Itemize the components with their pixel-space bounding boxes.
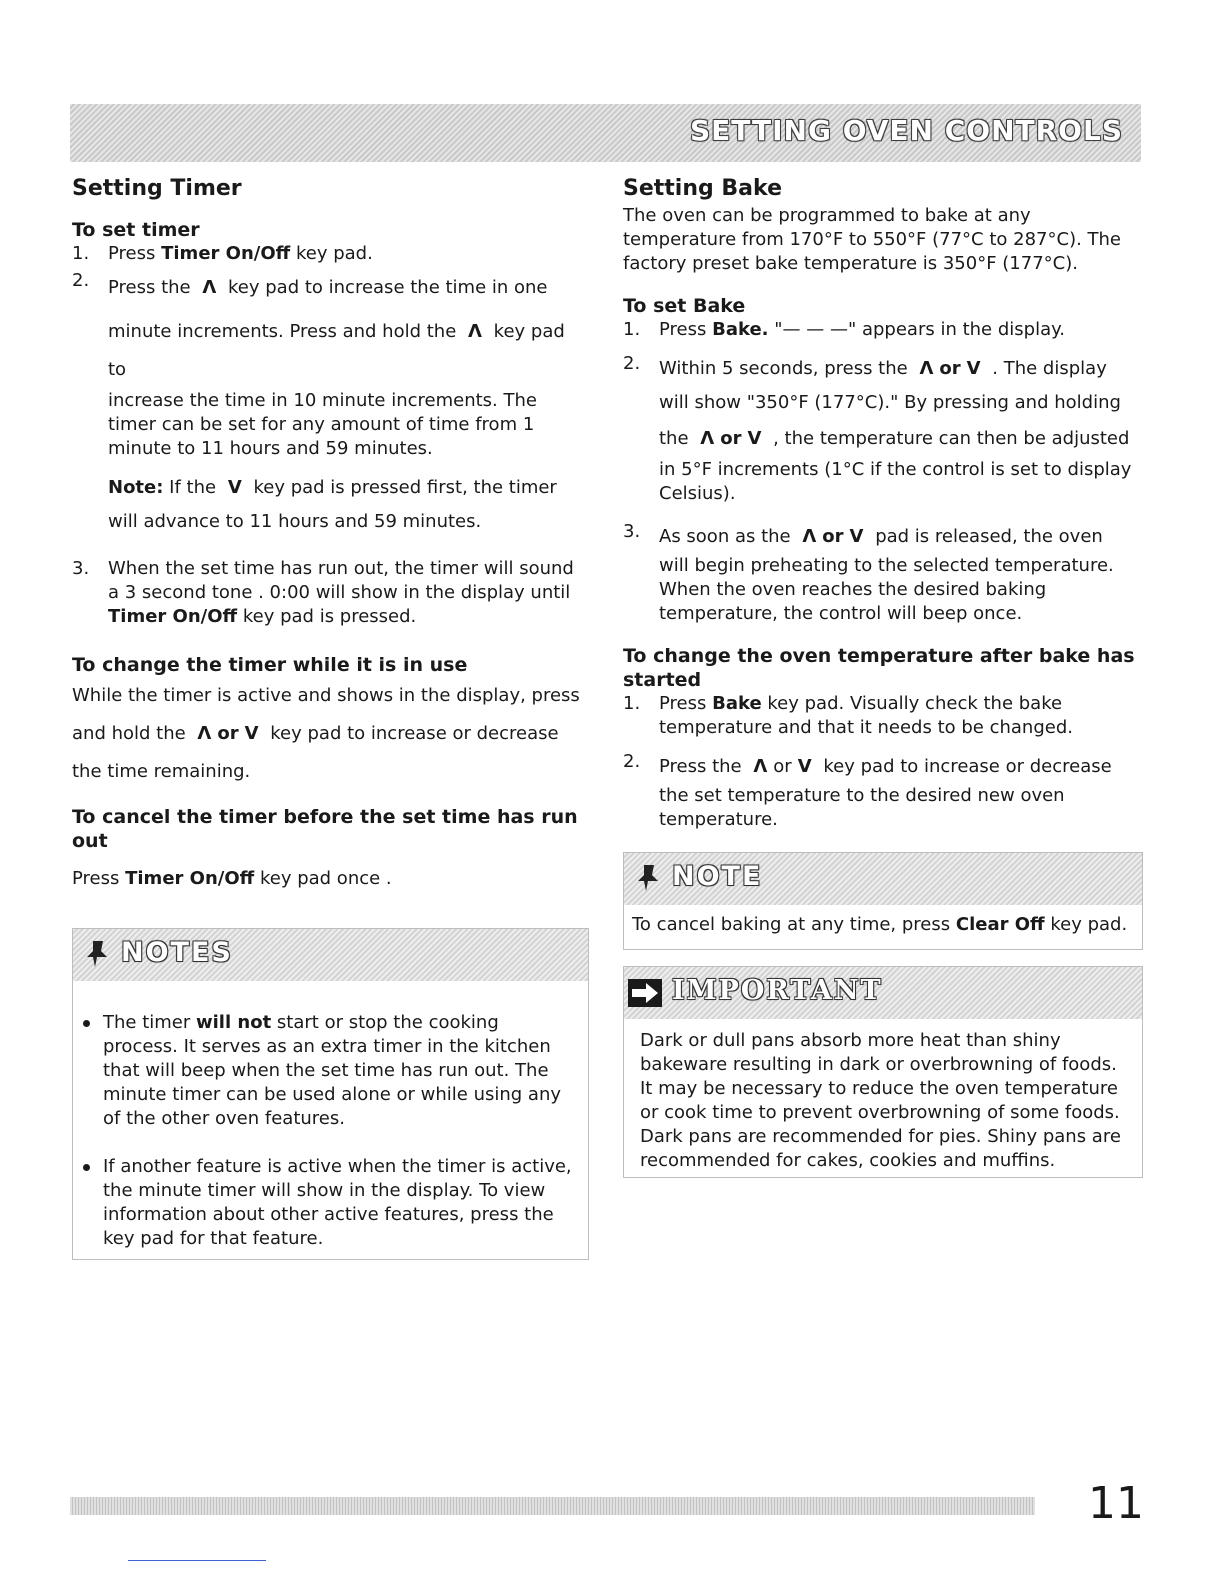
notes-title: NOTES: [121, 937, 233, 968]
up-arrow-icon: Λ: [802, 526, 817, 547]
bake-column: [623, 174, 1143, 832]
note-title: NOTE: [672, 861, 763, 892]
down-arrow-icon: V: [966, 358, 981, 379]
pushpin-icon: [638, 863, 666, 893]
up-arrow-icon: Λ: [197, 723, 212, 744]
change-bake-subheading: To change the oven temperature after bake has started: [623, 645, 1135, 691]
bake-change-step-1: 1. Press Bake key pad. Visually check the bake temperature and that it needs to be changed.: [623, 693, 1073, 738]
footer-bar: [70, 1497, 1035, 1515]
important-callout: [623, 966, 1143, 1178]
notes-bullet-1: The timer will not start or stop the cooking process. It serves as an extra timer in the kitchen that will beep when the set time has run out. The minute timer can be used alone or while using any of the other oven features.: [79, 1011, 574, 1131]
bake-intro: The oven can be programmed to bake at any temperature from 170°F to 550°F (77°C to 287°C). The factory preset bake temperature is 350°F (177°C).: [623, 205, 1122, 274]
timer-column: Setting Timer To set timer 1. Press Timer On/Off key pad. 2. Press the Λ key pad to increase the time in one minute increments. Press and hold the Λ key pad to increase the time in 10 minute increments. The timer can be set for any amount of time from 1 minute to 11 hours and 59 minutes. Note: If the V key pad is pressed first, the timer will advance to 11 hours and 59 minutes. 3. When the set time has run out, the timer will sound a 3 second tone . 0:00 will show in the display until Timer On/Off key pad is pressed. To change the timer while it is in use While the timer is active and shows in the display, press and hold the Λ or V key pad to increase or decrease the time remaining. To cancel the timer before the set time has run out Press Timer On/Off key pad once .: [72, 174, 582, 891]
down-arrow-icon: V: [244, 723, 259, 744]
bake-step-1: 1. Press Bake. "— — —" appears in the display.: [623, 319, 1065, 340]
important-title: IMPORTANT: [672, 975, 883, 1006]
setting-timer-heading: Setting Timer: [72, 176, 242, 201]
note-callout-header: [624, 853, 1142, 905]
notes-callout-header: [73, 929, 588, 981]
timer-step-3: 3. When the set time has run out, the timer will sound a 3 second tone . 0:00 will show in the display until Timer On/Off key pad is pressed.: [72, 558, 574, 627]
timer-step-2: 2. Press the Λ key pad to increase the time in one minute increments. Press and hold the Λ key pad to increase the time in 10 minute increments. The timer can be set for any amount of time from 1 minute to 11 hours and 59 minutes. Note: If the V key pad is pressed first, the timer will advance to 11 hours and 59 minutes.: [72, 270, 565, 532]
important-text: Dark or dull pans absorb more heat than shiny bakeware resulting in dark or overbrowning of foods. It may be necessary to reduce the oven temperature or cook time to prevent overbrowning of some foods. Dark pans are recommended for pies. Shiny pans are recommended for cakes, cookies and muffins.: [640, 1030, 1121, 1171]
change-timer-subheading: To change the timer while it is in use: [72, 654, 468, 676]
up-arrow-icon: Λ: [468, 321, 482, 342]
bake-step-2: 2. Within 5 seconds, press the Λ or V . The display will show "350°F (177°C)." By pressing and holding the Λ or V , the temperature can then be adjusted in 5°F increments (1°C if the control is set to display Celsius).: [623, 353, 1132, 504]
bake-change-step-2: 2. Press the Λ or V key pad to increase or decrease the set temperature to the desired new oven temperature.: [623, 751, 1112, 830]
down-arrow-icon: V: [797, 756, 812, 777]
up-arrow-icon: Λ: [700, 428, 715, 449]
arrow-right-box-icon: [628, 977, 662, 1007]
pushpin-icon: [87, 939, 115, 969]
up-arrow-icon: Λ: [919, 358, 934, 379]
timer-step-1: 1. Press Timer On/Off key pad.: [72, 243, 373, 264]
section-title: SETTING OVEN CONTROLS: [689, 114, 1123, 147]
down-arrow-icon: V: [849, 526, 864, 547]
notes-bullet-2: If another feature is active when the timer is active, the minute timer will show in the display. To view information about other active features, press the key pad for that feature.: [79, 1155, 574, 1251]
important-callout-header: [624, 967, 1142, 1019]
bake-step-3: 3. As soon as the Λ or V pad is released, the oven will begin preheating to the selected temperature. When the oven reaches the desired baking temperature, the control will beep once.: [623, 521, 1114, 624]
note-callout: NOTE To cancel baking at any time, press Clear Off key pad.: [623, 852, 1143, 950]
set-timer-subheading: To set timer: [72, 219, 200, 241]
section-header-bar: [70, 104, 1141, 162]
notes-callout: [72, 928, 589, 1260]
set-bake-subheading: To set Bake: [623, 295, 746, 317]
up-arrow-icon: Λ: [202, 277, 217, 298]
cancel-timer-subheading: To cancel the timer before the set time has run out: [72, 806, 578, 852]
setting-bake-heading: Setting Bake: [623, 176, 782, 201]
page-number: 11: [1088, 1478, 1144, 1529]
down-arrow-icon: V: [227, 477, 242, 498]
bottom-divider: [128, 1560, 266, 1561]
up-arrow-icon: Λ: [753, 756, 768, 777]
down-arrow-icon: V: [747, 428, 762, 449]
